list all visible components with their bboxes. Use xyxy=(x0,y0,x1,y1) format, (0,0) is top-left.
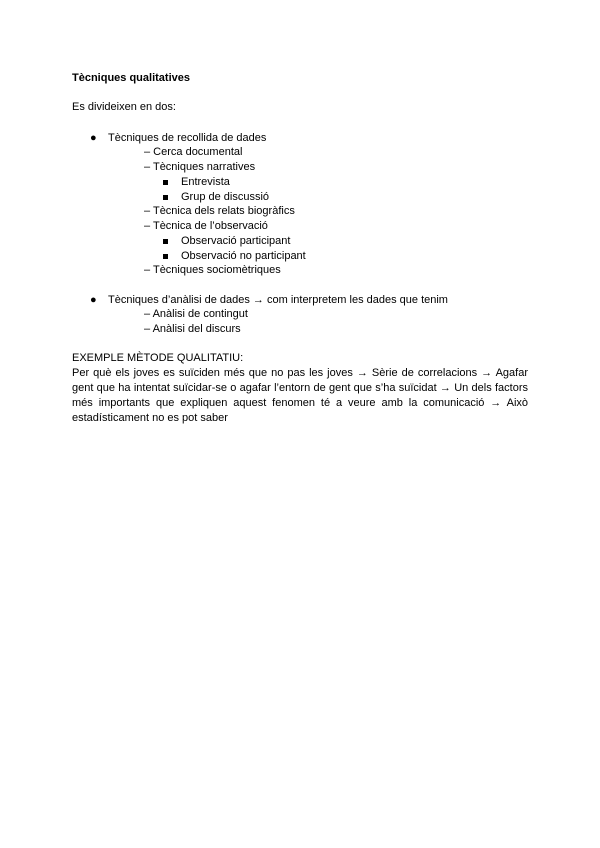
page-title: Tècniques qualitatives xyxy=(72,72,190,84)
example-heading: EXEMPLE MÈTODE QUALITATIU: xyxy=(72,352,244,364)
list-item: Grup de discussió xyxy=(181,191,270,203)
example-paragraph: Per què els joves es suïciden més que no pas les joves → Sèrie de correlacions → Agafar gent que ha intentat suïcidar-se o agafar l’entorn de gent que s’ha suïcidat → Un dels factors més importants que expliquen aquest fenomen té a veure amb la comunicació → Això estadísticament no es pot saber xyxy=(72,367,528,424)
list-item: – Anàlisi de contingut xyxy=(144,308,248,320)
list-item: – Tècniques sociomètriques xyxy=(144,264,281,276)
list-item: Entrevista xyxy=(181,176,230,188)
square-bullet-icon xyxy=(163,195,168,200)
bullet-icon: ● xyxy=(90,294,97,306)
section2-label: Tècniques d’anàlisi de dades → com interpretem les dades que tenim xyxy=(108,294,448,306)
list-item: – Cerca documental xyxy=(144,146,243,158)
list-item: – Anàlisi del discurs xyxy=(144,323,241,335)
list-item: Observació no participant xyxy=(181,250,306,262)
list-item: Observació participant xyxy=(181,235,291,247)
list-item: – Tècnica dels relats biogràfics xyxy=(144,205,295,217)
intro-text: Es divideixen en dos: xyxy=(72,101,176,113)
square-bullet-icon xyxy=(163,180,168,185)
list-item: – Tècniques narratives xyxy=(144,161,256,173)
square-bullet-icon xyxy=(163,254,168,259)
square-bullet-icon xyxy=(163,239,168,244)
bullet-icon: ● xyxy=(90,132,97,144)
section1-label: Tècniques de recollida de dades xyxy=(108,132,267,144)
list-item: – Tècnica de l’observació xyxy=(144,220,268,232)
